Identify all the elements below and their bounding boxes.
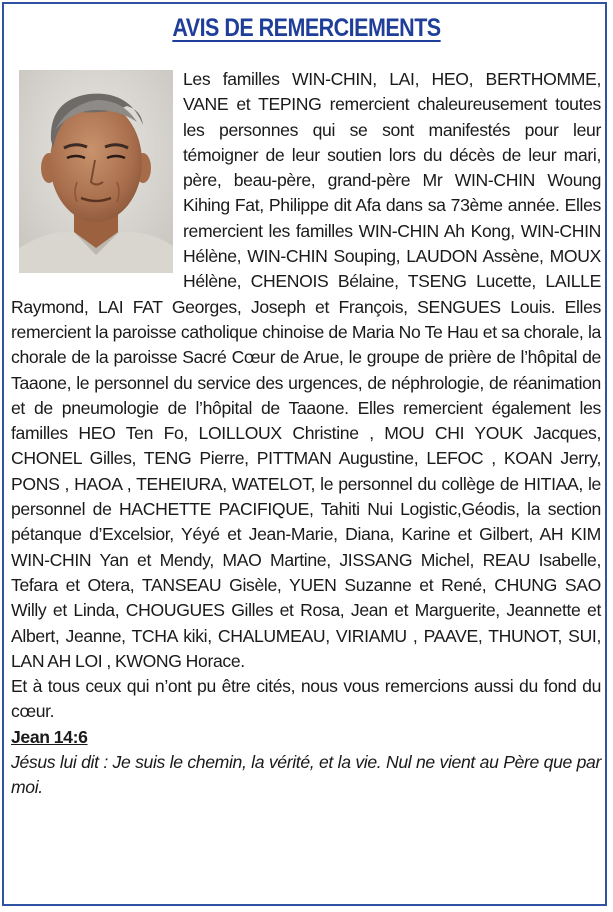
bible-quote: Jésus lui dit : Je suis le chemin, la vérité, et la vie. Nul ne vient au Père que par moi. [11, 752, 601, 798]
thanks-paragraph: Les familles WIN-CHIN, LAI, HEO, BERTHOMME, VANE et TEPING remercient chaleureusement toutes les personnes qui se sont manifestés pour leur témoigner de leur soutien lors du décès de leur mari, père, beau-père, grand-père Mr WIN-CHIN Woung Kihing Fat, Philippe dit Afa dans sa 73ème année. Elles remercient les familles WIN-CHIN Ah Kong, WIN-CHIN Hélène, WIN-CHIN Souping, LAUDON Assène, MOUX Hélène, CHENOIS Bélaine, TSENG Lucette, LAILLE Raymond, LAI FAT Georges, Joseph et François, SENGUES Louis. Elles remercient la paroisse catholique chinoise de Maria No Te Hau et sa chorale, la chorale de la paroisse Sacré Cœur de Arue, le groupe de prière de l’hôpital de Taaone, le personnel du service des urgences, de néphrologie, de réanimation et de pneumologie de l’hôpital de Taaone. Elles remercient également les familles HEO Ten Fo, LOILLOUX Christine , MOU CHI YOUK Jacques, CHONEL Gilles, TENG Pierre, PITTMAN Augustine, LEFOC , KOAN Jerry, PONS , HAOA , TEHEIURA, WATELOT, le personnel du collège de HITIAA, le personnel de HACHETTE PACIFIQUE, Tahiti Nui Logistic,Géodis, la section pétanque d’Excelsior, Yéyé et Jean-Marie, Diana, Karine et Gilbert, AH KIM WIN-CHIN Yan et Mendy, MAO Martine, JISSANG Michel, REAU Isabelle, Tefara et Otera, TANSEAU Gisèle, YUEN Suzanne et René, CHUNG SAO Willy et Linda, CHOUGUES Gilles et Rosa, Jean et Marguerite, Jeannette et Albert, Jeanne, TCHA kiki, CHALUMEAU, VIRIAMU , PAAVE, THUNOT, SUI, LAN AH LOI , KWONG Horace. [11, 69, 601, 671]
notice-body [11, 67, 601, 801]
portrait-illustration [19, 70, 173, 273]
notice-title: AVIS DE REMERCIEMENTS [172, 14, 441, 42]
bible-reference: Jean 14:6 [11, 726, 88, 747]
closing-paragraph: Et à tous ceux qui n’ont pu être cités, nous vous remercions aussi du fond du cœur. [11, 676, 601, 722]
portrait-photo [19, 70, 173, 273]
